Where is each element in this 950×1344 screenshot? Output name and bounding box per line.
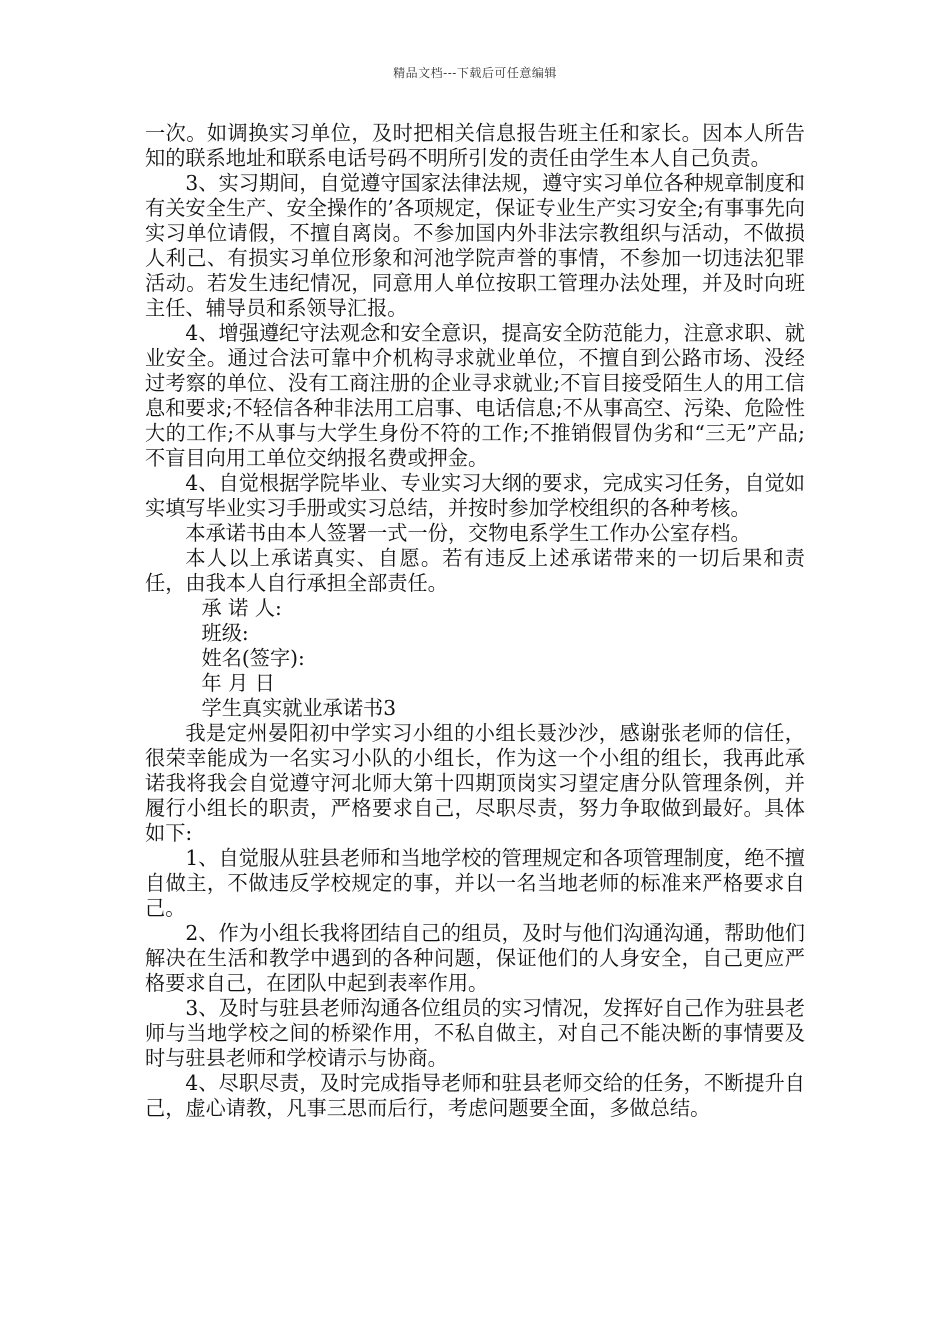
signature-date: 年 月 日 bbox=[201, 671, 275, 695]
page-header: 精品文档---下载后可任意编辑 bbox=[393, 66, 557, 80]
document-body bbox=[145, 121, 805, 1121]
signature-promiser: 承 诺 人: bbox=[201, 596, 282, 620]
paragraph-point-3: 3、及时与驻县老师沟通各位组员的实习情况，发挥好自己作为驻县老师与当地学校之间的桥梁作用，不私自做主，对自己不能决断的事情要及时与驻县老师和学校请示与协商。 bbox=[145, 996, 805, 1070]
paragraph-point-2: 2、作为小组长我将团结自己的组员，及时与他们沟通沟通，帮助他们解决在生活和教学中遇到的各种问题，保证他们的人身安全，自己更应严格要求自己，在团队中起到表率作用。 bbox=[145, 921, 805, 995]
paragraph-commitment: 本人以上承诺真实、自愿。若有违反上述承诺带来的一切后果和责任，由我本人自行承担全部责任。 bbox=[145, 546, 805, 595]
paragraph-point-4: 4、尽职尽责，及时完成指导老师和驻县老师交给的任务，不断提升自己，虚心请教，凡事三思而后行，考虑问题要全面，多做总结。 bbox=[145, 1071, 805, 1120]
signature-class: 班级: bbox=[201, 621, 249, 645]
paragraph-intro: 我是定州晏阳初中学实习小组的小组长聂沙沙，感谢张老师的信任，很荣幸能成为一名实习小队的小组长，作为这一个小组的组长，我再此承诺我将我会自觉遵守河北师大第十四期顶岗实习望定唐分队管理条例，并履行小组长的职责，严格要求自己，尽职尽责，努力争取做到最好。具体如下: bbox=[145, 721, 805, 845]
paragraph-item-4a: 4、增强遵纪守法观念和安全意识，提高安全防范能力，注意求职、就业安全。通过合法可靠中介机构寻求就业单位，不擅自到公路市场、没经过考察的单位、没有工商注册的企业寻求就业;不盲目接受陌生人的用工信息和要求;不轻信各种非法用工启事、电话信息;不从事高空、污染、危险性大的工作;不从事与大学生身份不符的工作;不推销假冒伪劣和“三无”产品;不盲目向用工单位交纳报名费或押金。 bbox=[145, 321, 805, 470]
paragraph-item-4b: 4、自觉根据学院毕业、专业实习大纲的要求，完成实习任务，自觉如实填写毕业实习手册或实习总结，并按时参加学校组织的各种考核。 bbox=[145, 471, 805, 520]
paragraph-point-1: 1、自觉服从驻县老师和当地学校的管理规定和各项管理制度，绝不擅自做主，不做违反学校规定的事，并以一名当地老师的标准来严格要求自己。 bbox=[145, 846, 805, 920]
paragraph-archive: 本承诺书由本人签署一式一份，交物电系学生工作办公室存档。 bbox=[185, 521, 751, 545]
paragraph-continuation: 一次。如调换实习单位，及时把相关信息报告班主任和家长。因本人所告知的联系地址和联系电话号码不明所引发的责任由学生本人自己负责。 bbox=[145, 121, 805, 170]
section-title: 学生真实就业承诺书3 bbox=[201, 696, 397, 720]
paragraph-item-3: 3、实习期间，自觉遵守国家法律法规，遵守实习单位各种规章制度和有关安全生产、安全操作的’各项规定，保证专业生产实习安全;有事事先向实习单位请假，不擅自离岗。不参加国内外非法宗教组织与活动，不做损人利己、有损实习单位形象和河池学院声誉的事情，不参加一切违法犯罪活动。若发生违纪情况，同意用人单位按职工管理办法处理，并及时向班主任、辅导员和系领导汇报。 bbox=[145, 171, 805, 320]
signature-name: 姓名(签字): bbox=[201, 646, 305, 670]
